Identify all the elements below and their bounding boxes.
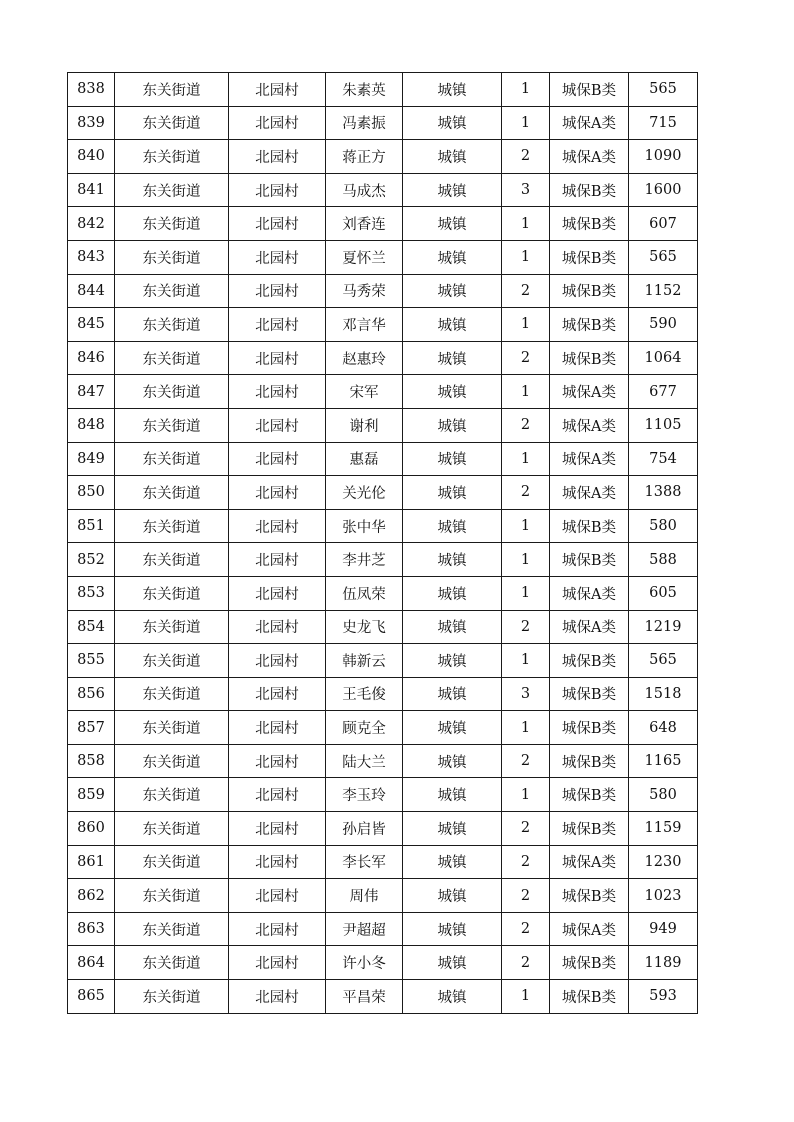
- cell-amount: 754: [629, 442, 698, 476]
- cell-serial-number: 843: [68, 240, 115, 274]
- table-row: [68, 207, 698, 241]
- cell-street: 东关街道: [115, 912, 229, 946]
- cell-area-type: 城镇: [403, 610, 502, 644]
- table-row: [68, 744, 698, 778]
- cell-person-name: 王毛俊: [326, 677, 403, 711]
- cell-street: 东关街道: [115, 812, 229, 846]
- cell-area-type: 城镇: [403, 879, 502, 913]
- cell-area-type: 城镇: [403, 408, 502, 442]
- cell-serial-number: 841: [68, 173, 115, 207]
- cell-amount: 1219: [629, 610, 698, 644]
- cell-serial-number: 855: [68, 644, 115, 678]
- cell-amount: 648: [629, 711, 698, 745]
- cell-person-name: 夏怀兰: [326, 240, 403, 274]
- cell-household-count: 2: [502, 812, 550, 846]
- cell-serial-number: 849: [68, 442, 115, 476]
- cell-street: 东关街道: [115, 778, 229, 812]
- cell-serial-number: 856: [68, 677, 115, 711]
- cell-serial-number: 854: [68, 610, 115, 644]
- cell-village: 北园村: [229, 912, 326, 946]
- cell-village: 北园村: [229, 543, 326, 577]
- table-row: [68, 476, 698, 510]
- table-row: [68, 106, 698, 140]
- cell-village: 北园村: [229, 778, 326, 812]
- table-row: [68, 341, 698, 375]
- cell-serial-number: 861: [68, 845, 115, 879]
- cell-household-count: 2: [502, 610, 550, 644]
- cell-category: 城保B类: [550, 812, 629, 846]
- cell-category: 城保A类: [550, 912, 629, 946]
- cell-amount: 1064: [629, 341, 698, 375]
- cell-street: 东关街道: [115, 476, 229, 510]
- cell-category: 城保A类: [550, 476, 629, 510]
- cell-household-count: 2: [502, 341, 550, 375]
- cell-village: 北园村: [229, 845, 326, 879]
- table-row: [68, 912, 698, 946]
- cell-area-type: 城镇: [403, 778, 502, 812]
- cell-area-type: 城镇: [403, 173, 502, 207]
- cell-area-type: 城镇: [403, 912, 502, 946]
- cell-household-count: 1: [502, 308, 550, 342]
- table-row: [68, 711, 698, 745]
- cell-category: 城保B类: [550, 207, 629, 241]
- cell-amount: 580: [629, 509, 698, 543]
- cell-household-count: 2: [502, 912, 550, 946]
- cell-street: 东关街道: [115, 744, 229, 778]
- cell-person-name: 关光伦: [326, 476, 403, 510]
- cell-household-count: 1: [502, 240, 550, 274]
- cell-household-count: 1: [502, 711, 550, 745]
- cell-area-type: 城镇: [403, 207, 502, 241]
- cell-street: 东关街道: [115, 644, 229, 678]
- cell-amount: 565: [629, 73, 698, 107]
- cell-village: 北园村: [229, 106, 326, 140]
- cell-village: 北园村: [229, 476, 326, 510]
- table-row: [68, 308, 698, 342]
- cell-amount: 1189: [629, 946, 698, 980]
- cell-village: 北园村: [229, 140, 326, 174]
- roster-table-body: [68, 73, 698, 1014]
- cell-household-count: 2: [502, 408, 550, 442]
- cell-street: 东关街道: [115, 610, 229, 644]
- cell-village: 北园村: [229, 375, 326, 409]
- cell-amount: 677: [629, 375, 698, 409]
- cell-street: 东关街道: [115, 576, 229, 610]
- table-row: [68, 812, 698, 846]
- cell-category: 城保A类: [550, 610, 629, 644]
- cell-household-count: 1: [502, 442, 550, 476]
- cell-serial-number: 838: [68, 73, 115, 107]
- cell-category: 城保A类: [550, 845, 629, 879]
- cell-amount: 1230: [629, 845, 698, 879]
- cell-serial-number: 852: [68, 543, 115, 577]
- cell-serial-number: 863: [68, 912, 115, 946]
- roster-table: [67, 72, 698, 1014]
- cell-person-name: 史龙飞: [326, 610, 403, 644]
- table-row: [68, 509, 698, 543]
- cell-category: 城保B类: [550, 341, 629, 375]
- cell-village: 北园村: [229, 240, 326, 274]
- cell-village: 北园村: [229, 576, 326, 610]
- cell-village: 北园村: [229, 812, 326, 846]
- cell-category: 城保B类: [550, 543, 629, 577]
- cell-area-type: 城镇: [403, 375, 502, 409]
- cell-village: 北园村: [229, 442, 326, 476]
- cell-street: 东关街道: [115, 240, 229, 274]
- table-row: [68, 879, 698, 913]
- cell-person-name: 张中华: [326, 509, 403, 543]
- cell-serial-number: 851: [68, 509, 115, 543]
- cell-area-type: 城镇: [403, 543, 502, 577]
- cell-area-type: 城镇: [403, 812, 502, 846]
- cell-street: 东关街道: [115, 341, 229, 375]
- cell-area-type: 城镇: [403, 274, 502, 308]
- cell-amount: 1023: [629, 879, 698, 913]
- cell-amount: 590: [629, 308, 698, 342]
- cell-household-count: 1: [502, 778, 550, 812]
- cell-person-name: 邓言华: [326, 308, 403, 342]
- cell-street: 东关街道: [115, 879, 229, 913]
- cell-household-count: 1: [502, 543, 550, 577]
- table-row: [68, 980, 698, 1014]
- cell-category: 城保B类: [550, 711, 629, 745]
- cell-serial-number: 862: [68, 879, 115, 913]
- cell-street: 东关街道: [115, 677, 229, 711]
- cell-street: 东关街道: [115, 308, 229, 342]
- cell-street: 东关街道: [115, 140, 229, 174]
- cell-village: 北园村: [229, 946, 326, 980]
- cell-person-name: 陆大兰: [326, 744, 403, 778]
- cell-person-name: 赵惠玲: [326, 341, 403, 375]
- table-row: [68, 644, 698, 678]
- table-row: [68, 778, 698, 812]
- cell-person-name: 蒋正方: [326, 140, 403, 174]
- cell-amount: 607: [629, 207, 698, 241]
- cell-person-name: 马秀荣: [326, 274, 403, 308]
- cell-street: 东关街道: [115, 375, 229, 409]
- cell-category: 城保B类: [550, 980, 629, 1014]
- cell-village: 北园村: [229, 644, 326, 678]
- table-row: [68, 140, 698, 174]
- cell-serial-number: 853: [68, 576, 115, 610]
- cell-category: 城保A类: [550, 140, 629, 174]
- cell-household-count: 1: [502, 644, 550, 678]
- cell-amount: 588: [629, 543, 698, 577]
- cell-village: 北园村: [229, 744, 326, 778]
- cell-amount: 593: [629, 980, 698, 1014]
- cell-serial-number: 845: [68, 308, 115, 342]
- cell-person-name: 尹超超: [326, 912, 403, 946]
- cell-street: 东关街道: [115, 106, 229, 140]
- cell-person-name: 韩新云: [326, 644, 403, 678]
- cell-area-type: 城镇: [403, 644, 502, 678]
- cell-area-type: 城镇: [403, 442, 502, 476]
- cell-serial-number: 846: [68, 341, 115, 375]
- cell-village: 北园村: [229, 610, 326, 644]
- cell-amount: 1090: [629, 140, 698, 174]
- cell-household-count: 1: [502, 980, 550, 1014]
- cell-serial-number: 857: [68, 711, 115, 745]
- cell-category: 城保A类: [550, 442, 629, 476]
- cell-area-type: 城镇: [403, 946, 502, 980]
- cell-street: 东关街道: [115, 173, 229, 207]
- cell-village: 北园村: [229, 173, 326, 207]
- cell-serial-number: 839: [68, 106, 115, 140]
- cell-person-name: 李长军: [326, 845, 403, 879]
- cell-household-count: 2: [502, 274, 550, 308]
- cell-serial-number: 865: [68, 980, 115, 1014]
- cell-household-count: 2: [502, 476, 550, 510]
- table-row: [68, 543, 698, 577]
- cell-village: 北园村: [229, 879, 326, 913]
- cell-serial-number: 850: [68, 476, 115, 510]
- table-row: [68, 442, 698, 476]
- cell-household-count: 1: [502, 576, 550, 610]
- table-row: [68, 845, 698, 879]
- cell-serial-number: 848: [68, 408, 115, 442]
- cell-amount: 605: [629, 576, 698, 610]
- table-row: [68, 375, 698, 409]
- cell-person-name: 顾克全: [326, 711, 403, 745]
- cell-person-name: 马成杰: [326, 173, 403, 207]
- cell-person-name: 谢利: [326, 408, 403, 442]
- cell-street: 东关街道: [115, 946, 229, 980]
- cell-area-type: 城镇: [403, 677, 502, 711]
- cell-category: 城保B类: [550, 744, 629, 778]
- cell-serial-number: 858: [68, 744, 115, 778]
- cell-person-name: 孙启皆: [326, 812, 403, 846]
- cell-area-type: 城镇: [403, 106, 502, 140]
- cell-household-count: 2: [502, 946, 550, 980]
- cell-amount: 1388: [629, 476, 698, 510]
- cell-area-type: 城镇: [403, 576, 502, 610]
- cell-serial-number: 840: [68, 140, 115, 174]
- cell-area-type: 城镇: [403, 73, 502, 107]
- cell-category: 城保B类: [550, 509, 629, 543]
- cell-household-count: 1: [502, 509, 550, 543]
- cell-serial-number: 864: [68, 946, 115, 980]
- cell-category: 城保B类: [550, 274, 629, 308]
- cell-category: 城保B类: [550, 308, 629, 342]
- cell-category: 城保B类: [550, 73, 629, 107]
- cell-household-count: 1: [502, 207, 550, 241]
- cell-category: 城保B类: [550, 879, 629, 913]
- table-row: [68, 173, 698, 207]
- cell-village: 北园村: [229, 341, 326, 375]
- cell-person-name: 李井芝: [326, 543, 403, 577]
- cell-amount: 580: [629, 778, 698, 812]
- table-row: [68, 576, 698, 610]
- cell-street: 东关街道: [115, 442, 229, 476]
- cell-village: 北园村: [229, 73, 326, 107]
- cell-person-name: 宋军: [326, 375, 403, 409]
- cell-village: 北园村: [229, 980, 326, 1014]
- cell-area-type: 城镇: [403, 711, 502, 745]
- table-row: [68, 274, 698, 308]
- cell-category: 城保B类: [550, 644, 629, 678]
- cell-category: 城保B类: [550, 173, 629, 207]
- cell-category: 城保A类: [550, 106, 629, 140]
- cell-serial-number: 844: [68, 274, 115, 308]
- table-row: [68, 408, 698, 442]
- cell-amount: 1152: [629, 274, 698, 308]
- cell-area-type: 城镇: [403, 744, 502, 778]
- cell-category: 城保B类: [550, 240, 629, 274]
- cell-category: 城保A类: [550, 408, 629, 442]
- cell-serial-number: 842: [68, 207, 115, 241]
- cell-amount: 1518: [629, 677, 698, 711]
- cell-area-type: 城镇: [403, 845, 502, 879]
- cell-household-count: 2: [502, 744, 550, 778]
- cell-household-count: 2: [502, 845, 550, 879]
- cell-amount: 1165: [629, 744, 698, 778]
- cell-area-type: 城镇: [403, 341, 502, 375]
- cell-area-type: 城镇: [403, 240, 502, 274]
- cell-person-name: 平昌荣: [326, 980, 403, 1014]
- cell-category: 城保A类: [550, 576, 629, 610]
- cell-person-name: 朱素英: [326, 73, 403, 107]
- cell-category: 城保B类: [550, 677, 629, 711]
- cell-village: 北园村: [229, 509, 326, 543]
- cell-household-count: 1: [502, 106, 550, 140]
- cell-village: 北园村: [229, 274, 326, 308]
- cell-area-type: 城镇: [403, 509, 502, 543]
- cell-street: 东关街道: [115, 980, 229, 1014]
- table-row: [68, 610, 698, 644]
- cell-person-name: 刘香连: [326, 207, 403, 241]
- cell-person-name: 许小冬: [326, 946, 403, 980]
- cell-household-count: 1: [502, 73, 550, 107]
- cell-village: 北园村: [229, 207, 326, 241]
- table-row: [68, 946, 698, 980]
- cell-serial-number: 860: [68, 812, 115, 846]
- cell-household-count: 3: [502, 173, 550, 207]
- cell-street: 东关街道: [115, 711, 229, 745]
- table-row: [68, 677, 698, 711]
- cell-serial-number: 847: [68, 375, 115, 409]
- cell-amount: 1159: [629, 812, 698, 846]
- table-row: [68, 240, 698, 274]
- cell-household-count: 1: [502, 375, 550, 409]
- cell-amount: 565: [629, 644, 698, 678]
- cell-area-type: 城镇: [403, 140, 502, 174]
- cell-person-name: 惠磊: [326, 442, 403, 476]
- cell-category: 城保A类: [550, 375, 629, 409]
- cell-person-name: 冯素振: [326, 106, 403, 140]
- table-row: [68, 73, 698, 107]
- cell-household-count: 3: [502, 677, 550, 711]
- cell-street: 东关街道: [115, 509, 229, 543]
- cell-village: 北园村: [229, 711, 326, 745]
- cell-village: 北园村: [229, 408, 326, 442]
- cell-person-name: 李玉玲: [326, 778, 403, 812]
- cell-village: 北园村: [229, 677, 326, 711]
- cell-street: 东关街道: [115, 543, 229, 577]
- cell-area-type: 城镇: [403, 476, 502, 510]
- cell-serial-number: 859: [68, 778, 115, 812]
- cell-street: 东关街道: [115, 207, 229, 241]
- cell-area-type: 城镇: [403, 308, 502, 342]
- cell-category: 城保B类: [550, 946, 629, 980]
- cell-village: 北园村: [229, 308, 326, 342]
- cell-street: 东关街道: [115, 845, 229, 879]
- cell-amount: 1105: [629, 408, 698, 442]
- cell-person-name: 周伟: [326, 879, 403, 913]
- cell-amount: 565: [629, 240, 698, 274]
- cell-amount: 949: [629, 912, 698, 946]
- cell-person-name: 伍凤荣: [326, 576, 403, 610]
- cell-household-count: 2: [502, 879, 550, 913]
- cell-household-count: 2: [502, 140, 550, 174]
- cell-street: 东关街道: [115, 274, 229, 308]
- cell-amount: 1600: [629, 173, 698, 207]
- cell-street: 东关街道: [115, 408, 229, 442]
- cell-area-type: 城镇: [403, 980, 502, 1014]
- cell-category: 城保B类: [550, 778, 629, 812]
- cell-amount: 715: [629, 106, 698, 140]
- cell-street: 东关街道: [115, 73, 229, 107]
